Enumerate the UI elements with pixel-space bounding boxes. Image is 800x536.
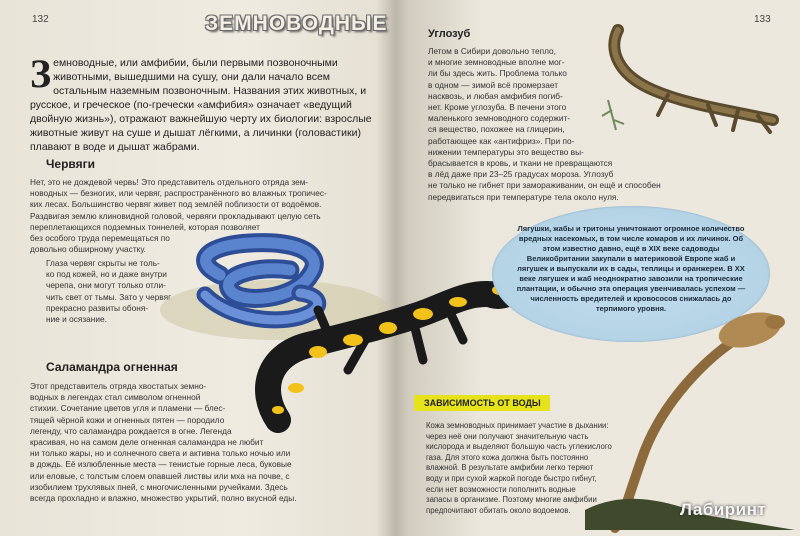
drop-cap: З — [30, 51, 52, 96]
heading-worms: Червяги — [46, 157, 96, 171]
intro-paragraph — [30, 51, 372, 154]
section-flag-water: ЗАВИСИМОСТЬ ОТ ВОДЫ — [414, 395, 550, 411]
page-number-left: 132 — [32, 14, 49, 25]
fact-bubble-text: Лягушки, жабы и тритоны уничтожают огромное количество вредных насекомых, в том числе комаров и их личинок. Об этом известно давно, ещё в XIX веке садоводы Великобритании закупали в материковой Европе жаб и лягушек и выпускали их в сады, теплицы и оранжереи. В XX веке лягушек и жаб неоднократно завозили на тропические плантации, и обычно эта операция увенчивалась успехом — численность вредителей и кровососов снижалась до терпимого уровня. — [516, 224, 746, 313]
page-title: ЗЕМНОВОДНЫЕ — [205, 12, 388, 35]
salamander-text: Этот представитель отряда хвостатых земно- водных в легендах стал символом огненной стихии. Сочетание цветов угля и пламени — блес- тящей чёрной кожи и огненных пятен — породило легенду, что саламандра рождается в огне. Легенда красивая, но на самом деле огненная саламандра не любит ни только жары, но и солнечного света и активна только ночью или в дождь. Её излюбленные места — тенистые горные леса, буковые или еловые, с толстым слоем опавшей листвы или мха на почве, с изобилием трухлявых пней, с многочисленными ручейками. Здесь всегда прохладно и влажно, множество укрытий, полно вкусной еды. — [30, 381, 297, 504]
intro-text: емноводные, или амфибии, были первыми позвоночными животными, вышедшими на сушу, они дали начало всем остальным наземным позвоночным. Названия этих животных, и русское, и греческое (по-гречески «амфибия» означает «ведущий двойную жизнь»), отражают важнейшую черту их биологии: взрослые животные живут на суше и дышат лёгкими, а личинки (головастики) плавают в воде и дышат жабрами. — [30, 57, 372, 153]
newt-text: Летом в Сибири довольно тепло, и многие земноводные вполне мог- ли бы здесь жить. Проблема только в одном — зимой всё промерзает насквозь, и любая амфибия погиб- нет. Кроме углозуба. В печени этого маленького земноводного содержит- ся вещество, похожее на глицерин, работающее как «антифриз». При по- нижении температуры это вещество вы- брасывается в кровь, и ткани не превращаются в лёд даже при 23–25 градусах мороза. Углозуб не только не гибнет при замораживании, он ещё и способен передвигаться при температуре тела около нуля. — [428, 46, 661, 202]
page-number-right: 133 — [754, 14, 771, 25]
heading-newt: Углозуб — [428, 28, 471, 40]
worms-text-1: Нет, это не дождевой червь! Это представитель отдельного отряда зем- новодных — безногих, или червяг, распространённого во влажных тропичес- ких лесах. Большинство червяг живет под землёй поблизости от водоёмов. Раздвигая землю клиновидной головой, червяги прокладывают целую сеть переплетающихся подземных тоннелей, которая позволяет без особого труда перемещаться по довольно обширному участку. — [30, 177, 327, 255]
siberian-newt-illustration — [598, 20, 788, 140]
heading-salamander: Саламандра огненная — [46, 360, 178, 374]
labyrinth-logo-icon: Лабиринт — [680, 500, 767, 519]
worms-text-2: Глаза червяг скрыты не толь- ко под кожей, но и даже внутри черепа, они могут только отли- чить свет от тьмы. Зато у червяг прекрасно развиты обоня- ние и осязание. — [46, 258, 172, 325]
water-text: Кожа земноводных принимает участие в дыхании: через неё они получают значительную часть кислорода и выделяют большую часть углекислого газа. Для этого кожа должна быть постоянно влажной. В результате амфибии легко теряют воду и при сухой жаркой погоде быстро гибнут, если нет возможности пополнить водные запасы в организме. Поэтому многие амфибии предпочитают обитать около водоемов. — [426, 421, 612, 515]
